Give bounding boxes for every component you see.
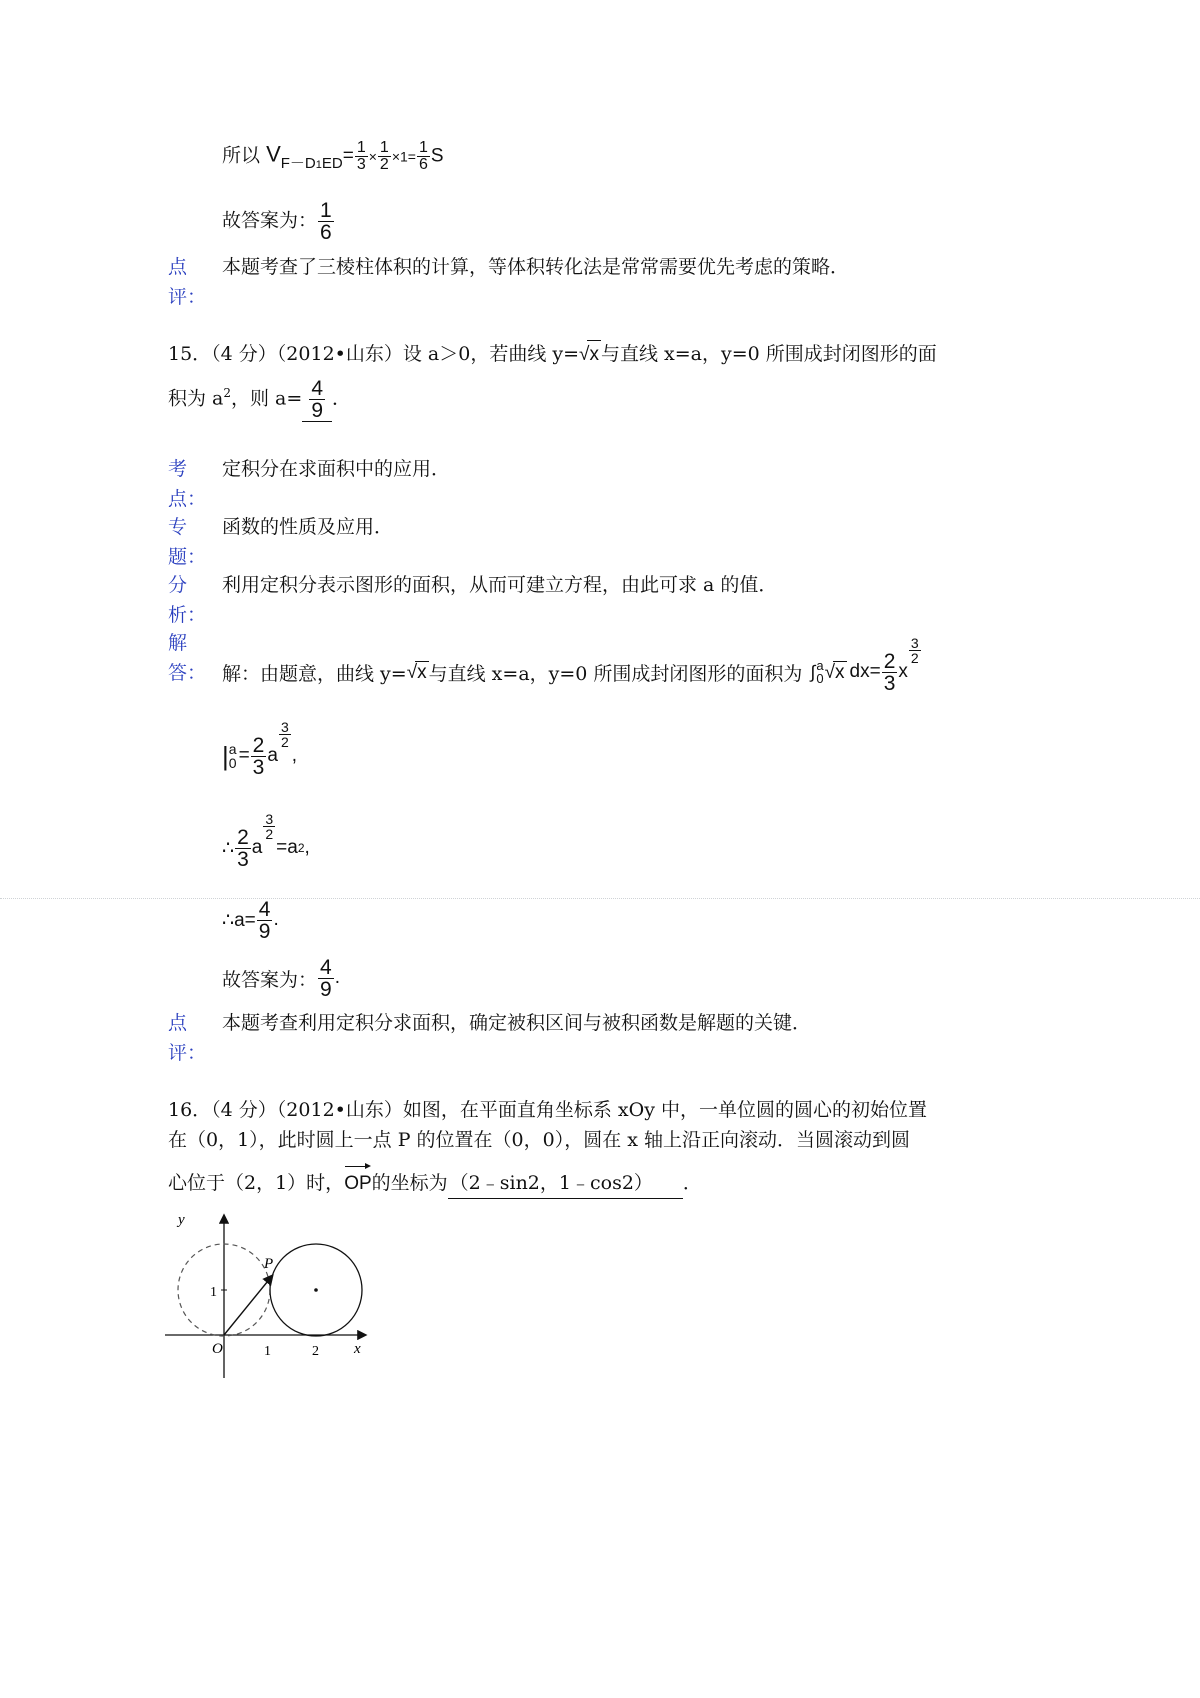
prev-comment: 本题考查了三棱柱体积的计算，等体积转化法是常常需要优先考虑的策略． — [222, 256, 850, 278]
y-label: y — [178, 1212, 185, 1228]
frac-2-3-b: $\frac{2}{3}$ — [252, 733, 265, 779]
formula-sub: F－D1ED — [280, 154, 343, 172]
label-fenxi: 分 析： — [168, 574, 207, 626]
frac-1-2: $\frac{1}{2}$ — [379, 139, 389, 173]
answer-prefix: 故答案为： — [222, 209, 318, 232]
q15-solution-line4: ∴a= $\frac{4}{9}$ . — [222, 897, 279, 943]
q15-comment: 本题考查利用定积分求面积，确定被积区间与被积函数是解题的关键． — [222, 1012, 812, 1034]
origin-label: O — [212, 1341, 223, 1357]
exp-3-2-b: $\frac{3}{2}$ — [280, 718, 289, 750]
q15-answer-line: 故答案为： $\frac{4}{9}$ . — [222, 955, 340, 1001]
integral-bounds: a 0 — [816, 658, 824, 686]
frac-4-9-a: $\frac{4}{9}$ — [258, 897, 271, 943]
times-one: ×1= — [391, 148, 416, 165]
formula-v: V — [266, 141, 281, 167]
q15-answer-frac: $\frac{4}{9}$ — [311, 377, 323, 422]
frac-2-3-c: $\frac{2}{3}$ — [237, 825, 249, 871]
q15-stem-line1: 15．（4 分）（2012•山东）设 a＞0，若曲线 y=√x 与直线 x=a，y=0 所围成封闭图形的面 — [168, 340, 937, 369]
q15-fenxi: 利用定积分表示图形的面积，从而可建立方程，由此可求 a 的值． — [222, 574, 778, 596]
eval-bounds: a 0 — [228, 741, 237, 771]
volume-line — [222, 140, 444, 173]
frac-4-9-b: $\frac{4}{9}$ — [320, 955, 332, 1001]
exp-3-2-a: $\frac{3}{2}$ — [910, 634, 919, 666]
label-kaodian: 考 点： — [168, 458, 207, 510]
q16-line2: 在（0，1），此时圆上一点 P 的位置在（0，0），圆在 x 轴上沿正向滚动．当圆滚动到圆 — [168, 1129, 911, 1151]
text-suoyi: 所以 — [222, 144, 261, 167]
q15-solution-line1: 解：由题意，曲线 y= √x 与直线 x=a，y=0 所围成封闭图形的面积为 ∫ a 0 √x dx= $\frac{2}{3}$ x $\frac{3}{2}$ — [222, 634, 919, 695]
formula-s: S — [430, 145, 444, 167]
op-vector — [224, 1276, 272, 1335]
rolling-circle-figure — [160, 1210, 380, 1385]
p-label: P — [264, 1256, 274, 1272]
circle-center-dot — [314, 1288, 318, 1292]
x-label: x — [354, 1341, 361, 1357]
page-separator — [0, 898, 1200, 899]
q16-line3: 心位于（2，1）时，OP的坐标为 （2﹣sin2，1﹣cos2） ． — [168, 1168, 702, 1199]
q16-line1: 16．（4 分）（2012•山东）如图，在平面直角坐标系 xOy 中，一单位圆的圆心的初始位置 — [168, 1099, 927, 1121]
answer-frac-1-6: $\frac{1}{6}$ — [320, 199, 332, 244]
times-sign: × — [368, 148, 377, 165]
x-two-label: 2 — [312, 1344, 319, 1359]
q15-stem-line2: 积为 $a^2$，则 a= $\frac{4}{9}$ ． — [168, 377, 352, 422]
label-dianping-1: 点 评： — [168, 256, 207, 308]
q15-zhuanti: 函数的性质及应用． — [222, 516, 394, 538]
q15-answer-blank — [302, 378, 332, 422]
vector-op: OP — [344, 1169, 371, 1199]
q15-kaodian: 定积分在求面积中的应用． — [222, 458, 451, 480]
sqrt-x: √x — [579, 340, 601, 369]
frac-1-6: $\frac{1}{6}$ — [418, 139, 428, 173]
label-dianping-2: 点 评： — [168, 1012, 207, 1064]
prev-answer-line — [222, 200, 335, 243]
integral-sign: ∫ — [810, 661, 816, 682]
sqrt-x-3: √x — [824, 661, 845, 683]
formula-eq: = — [342, 145, 354, 167]
q16-answer: （2﹣sin2，1﹣cos2） — [449, 1172, 653, 1194]
frac-1-3: $\frac{1}{3}$ — [356, 139, 366, 173]
y-one-label: 1 — [210, 1285, 217, 1300]
q15-solution-line2: | a 0 = $\frac{2}{3}$ a $\frac{3}{2}$ , — [222, 718, 298, 779]
label-zhuanti: 专 题： — [168, 516, 207, 568]
q15-solution-line3: ∴ $\frac{2}{3}$ a $\frac{3}{2}$ =a 2 , — [222, 810, 310, 871]
sqrt-x-2: √x — [406, 661, 427, 683]
frac-2-3-a: $\frac{2}{3}$ — [883, 649, 896, 695]
label-jieda: 解 答： — [168, 632, 207, 684]
exp-3-2-c: $\frac{3}{2}$ — [265, 810, 274, 842]
x-one-label: 1 — [264, 1344, 271, 1359]
q16-answer-blank — [448, 1168, 683, 1199]
